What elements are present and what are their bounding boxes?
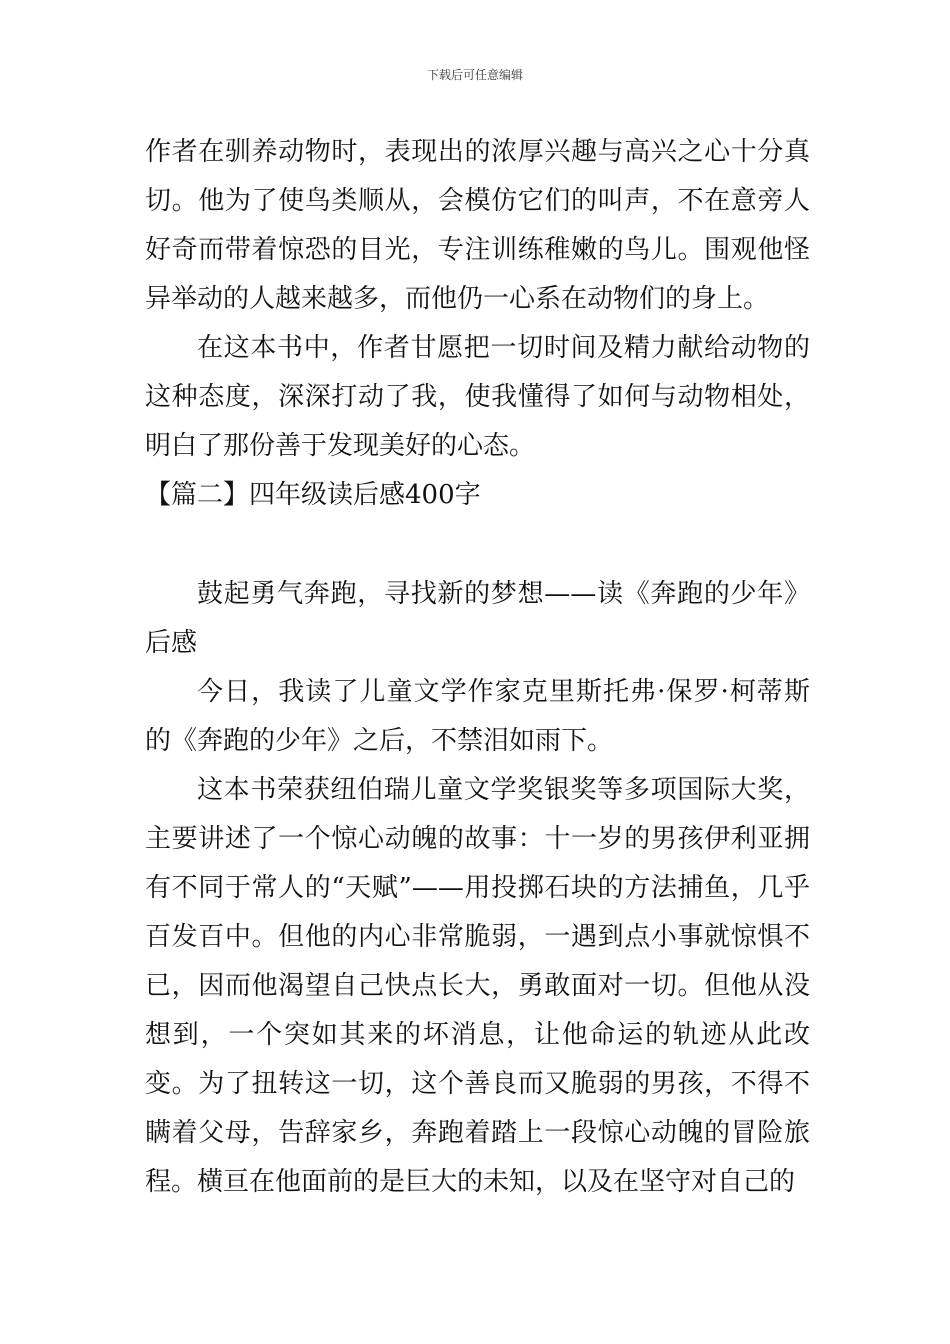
header-note: 下载后可任意编辑 xyxy=(426,68,523,82)
paragraph-2: 在这本书中，作者甘愿把一切时间及精力献给动物的这种态度，深深打动了我，使我懂得了如何与动物相处，明白了那份善于发现美好的心态。 xyxy=(145,333,810,461)
document-body xyxy=(145,128,810,1207)
article-title: 鼓起勇气奔跑，寻找新的梦想——读《奔跑的少年》后感 xyxy=(145,579,810,658)
paragraph-4: 这本书荣获纽伯瑞儿童文学奖银奖等多项国际大奖，主要讲述了一个惊心动魄的故事：十一岁的男孩伊利亚拥有不同于常人的“天赋”——用投掷石块的方法捕鱼，几乎百发百中。但他的内心非常脆弱，一遇到点小事就惊惧不已，因而他渴望自己快点长大，勇敢面对一切。但他从没想到，一个突如其来的坏消息，让他命运的轨迹从此改变。为了扭转这一切，这个善良而又脆弱的男孩，不得不瞒着父母，告辞家乡，奔跑着踏上一段惊心动魄的冒险旅程。横亘在他面前的是巨大的未知，以及在坚守对自己的 xyxy=(145,775,810,1197)
section-heading: 【篇二】四年级读后感400字 xyxy=(145,480,481,510)
paragraph-3: 今日，我读了儿童文学作家克里斯托弗·保罗·柯蒂斯的《奔跑的少年》之后，不禁泪如雨下。 xyxy=(145,677,810,756)
blank-line xyxy=(145,520,810,570)
paragraph-1: 作者在驯养动物时，表现出的浓厚兴趣与高兴之心十分真切。他为了使鸟类顺从，会模仿它们的叫声，不在意旁人好奇而带着惊恐的目光，专注训练稚嫩的鸟儿。围观他怪异举动的人越来越多，而他仍一心系在动物们的身上。 xyxy=(145,137,810,314)
